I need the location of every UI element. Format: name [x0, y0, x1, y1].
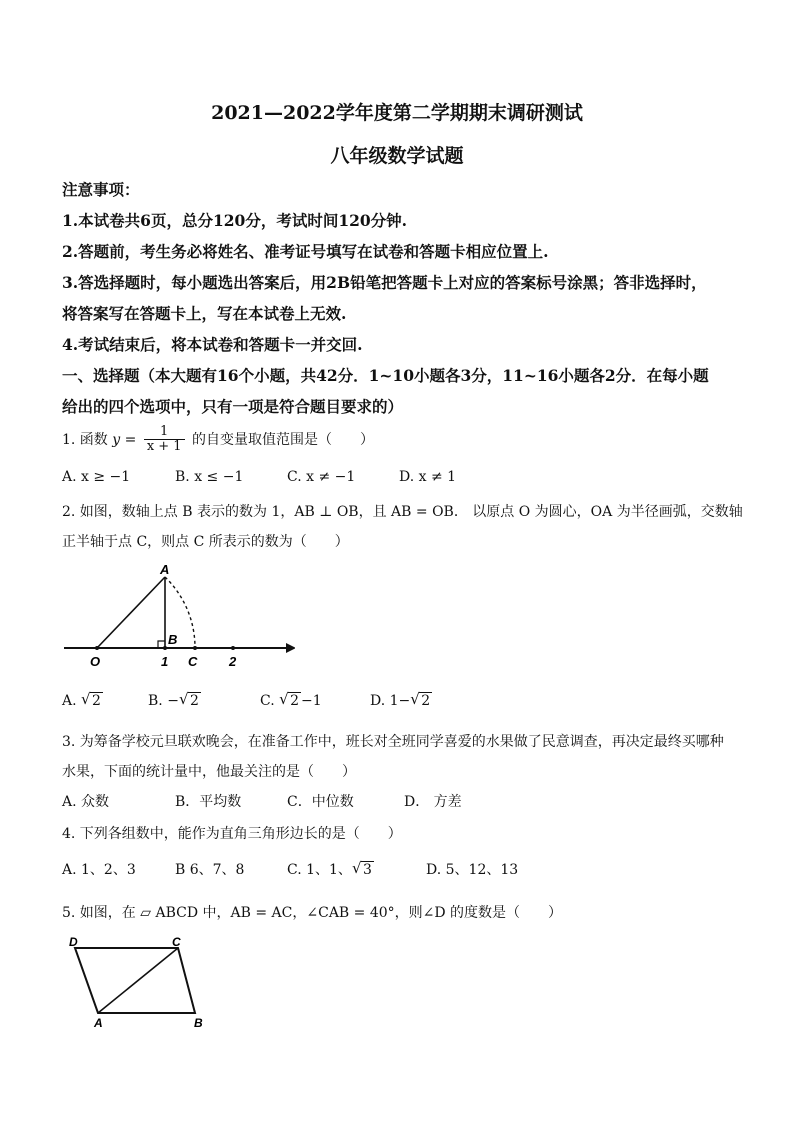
q2-label-one: 1: [161, 654, 169, 669]
q2-option-a-radicand: 2: [92, 693, 101, 709]
q2-option-b: [148, 693, 201, 709]
notes-heading: 注意事项：: [62, 180, 140, 199]
q2-option-b-label: B.: [148, 693, 163, 709]
q1-option-c: C. x ≠ −1: [287, 469, 356, 485]
q4-option-d: D. 5、12、13: [426, 862, 519, 878]
question-4-line1: 4. 下列各组数中，能作为直角三角形边长的是（ ）: [62, 826, 402, 842]
q1-option-d: D. x ≠ 1: [399, 469, 457, 485]
q2-option-d-radicand: 2: [421, 693, 431, 709]
q2-option-b-sqrt: [179, 693, 201, 709]
q3-option-a: A. 众数: [62, 794, 110, 810]
q2-option-d-pre: 1−: [389, 693, 411, 709]
q2-label-two: 2: [229, 654, 237, 669]
q4-option-c-radicand: 3: [362, 862, 372, 878]
q4-option-c: [287, 859, 374, 879]
question-1: [62, 425, 374, 455]
q2-option-c: [260, 693, 322, 709]
section1-line2: 给出的四个选项中，只有一项是符合题目要求的）: [62, 397, 404, 416]
question-3-line1: 3. 为筹备学校元旦联欢晚会，在准备工作中，班长对全班同学喜爱的水果做了民意调查，再决定最终买哪种: [62, 734, 724, 750]
q2-option-a-sqrt: [81, 693, 103, 709]
q4-option-c-sqrt: [352, 862, 374, 878]
q5-label-a: A: [94, 1016, 103, 1030]
q3-option-b: B．平均数: [175, 794, 242, 810]
question-2-line1: 2. 如图，数轴上点 B 表示的数为 1，AB ⊥ OB，且 AB = OB． 以原点 O 为圆心，OA 为半径画弧，交数轴: [62, 504, 743, 520]
q2-label-c: C: [188, 654, 198, 669]
q5-label-c: C: [172, 935, 181, 949]
q2-option-c-label: C.: [260, 693, 275, 709]
q1-lhs: y =: [112, 431, 137, 448]
q5-parallelogram-abcd: [75, 948, 195, 1013]
q2-label-o: O: [90, 654, 101, 669]
q2-option-d-label: D.: [370, 693, 386, 709]
q1-numerator: 1: [144, 425, 185, 440]
q2-option-c-post: −1: [301, 693, 322, 709]
q1-denominator: x + 1: [146, 439, 182, 455]
q5-diagonal-ac: [98, 948, 178, 1013]
q3-option-d: D． 方差: [404, 794, 462, 810]
q4-option-b: B 6、7、8: [175, 862, 245, 878]
q2-number-line-figure: [60, 560, 295, 672]
note-item-3: 3.答选择题时，每小题选出答案后，用2B铅笔把答题卡上对应的答案标号涂黑；答非选择时，: [62, 273, 707, 292]
q1-option-b: B. x ≤ −1: [175, 469, 244, 485]
question-5-line1: 5. 如图，在 ▱ ABCD 中，AB = AC，∠CAB = 40°，则∠D 的度数是（ ）: [62, 905, 563, 921]
note-item-1: 1.本试卷共6页，总分120分，考试时间120分钟.: [62, 211, 408, 230]
q1-fraction: [144, 425, 185, 455]
note-item-2: 2.答题前，考生务必将姓名、准考证号填写在试卷和答题卡相应位置上.: [62, 242, 549, 261]
q4-option-c-pre: C. 1、1、: [287, 862, 352, 878]
q2-option-c-sqrt: [279, 693, 301, 709]
q5-label-b: B: [194, 1016, 203, 1030]
q2-point-o: [95, 646, 99, 650]
q2-axis-arrow: [286, 643, 295, 653]
q2-option-b-pre: −: [167, 693, 179, 709]
q1-option-a: A. x ≥ −1: [62, 469, 131, 485]
q2-label-a: A: [160, 562, 170, 577]
question-2-line2: 正半轴于点 C，则点 C 所表示的数为（ ）: [62, 534, 349, 550]
q1-prefix: 1. 函数: [62, 431, 108, 448]
q2-option-d: [370, 693, 432, 709]
q2-point-two: [231, 646, 235, 650]
question-3-line2: 水果，下面的统计量中，他最关注的是（ ）: [62, 764, 356, 780]
q2-option-d-sqrt: [410, 693, 432, 709]
q2-label-b: B: [168, 632, 178, 647]
q2-option-a: [62, 693, 103, 709]
q1-suffix: 的自变量取值范围是（ ）: [192, 431, 375, 448]
note-item-4: 4.考试结束后，将本试卷和答题卡一并交回.: [62, 335, 363, 354]
note-item-3-cont: 将答案写在答题卡上，写在本试卷上无效.: [62, 304, 347, 323]
q2-option-b-radicand: 2: [189, 693, 199, 709]
q5-parallelogram-figure: [60, 930, 220, 1030]
q2-segment-oa: [97, 577, 165, 648]
q2-point-b: [163, 646, 167, 650]
q2-point-c: [193, 646, 197, 650]
exam-title: 2021—2022学年度第二学期期末调研测试: [211, 102, 583, 124]
q5-label-d: D: [69, 935, 78, 949]
q3-option-c: C．中位数: [287, 794, 354, 810]
exam-subtitle: 八年级数学试题: [330, 145, 464, 167]
q4-option-a: A. 1、2、3: [62, 862, 136, 878]
q2-option-c-radicand: 2: [290, 693, 300, 709]
section1-line1: 一、选择题（本大题有16个小题，共42分．1~10小题各3分，11~16小题各2分．在每小题: [62, 366, 709, 385]
q2-option-a-label: A.: [62, 693, 77, 709]
